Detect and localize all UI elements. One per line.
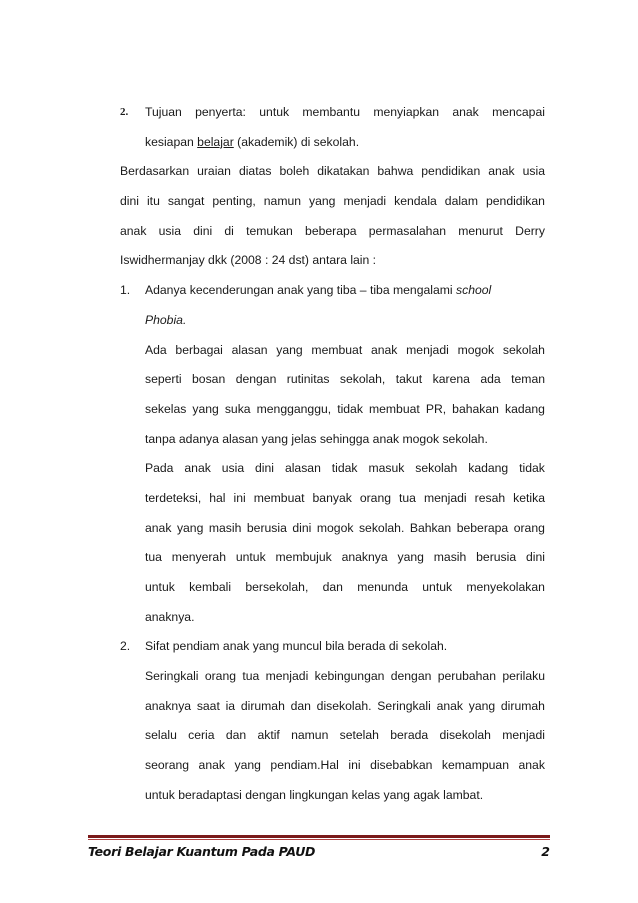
word: menyerah <box>171 550 226 565</box>
paragraph-line <box>120 668 545 698</box>
paragraph-line: tanpa adanya alasan yang jelas sehingga anak mogok sekolah. <box>145 431 488 446</box>
word: untuk <box>235 550 266 565</box>
word: dengan <box>390 669 432 684</box>
word: bahwa <box>377 164 414 179</box>
word: untuk <box>422 580 453 594</box>
word: resah <box>474 490 506 505</box>
text-line <box>145 371 545 387</box>
footer-divider <box>88 835 550 838</box>
word: alasan <box>284 461 321 476</box>
word: Bahkan <box>409 520 452 535</box>
word: itu <box>146 194 160 209</box>
word: tidak <box>337 401 363 416</box>
footer-title: Teori Belajar Kuantum Pada PAUD <box>88 844 316 859</box>
paragraph-line <box>120 163 545 193</box>
paragraph-line <box>120 757 545 787</box>
word: usia <box>221 461 245 476</box>
word: temukan <box>246 223 293 238</box>
word: disekolah. <box>316 698 372 713</box>
text-fragment: (akademik) di sekolah. <box>233 134 360 149</box>
word: menurut <box>458 223 503 238</box>
word: namun <box>263 194 302 209</box>
word: bosan <box>192 372 226 387</box>
paragraph-line <box>120 727 545 757</box>
word: usia <box>158 223 181 238</box>
list-item-school-phobia <box>120 282 545 312</box>
paragraph-line: Iswidhermanjay dkk (2008 : 24 dst) antara lain : <box>120 253 377 268</box>
word: anak <box>488 164 515 179</box>
word: untuk <box>259 105 290 119</box>
word: masuk <box>368 461 405 476</box>
word: tua <box>145 550 162 565</box>
word: disebabkan <box>370 758 433 773</box>
word: yang <box>309 194 336 209</box>
word: anak <box>452 105 479 119</box>
word: permasalahan <box>368 223 447 238</box>
list-number: 1. <box>120 283 131 298</box>
word: Seringkali <box>377 698 431 713</box>
text-line <box>145 342 545 358</box>
word: dini <box>255 461 275 476</box>
word: Seringkali <box>145 669 199 684</box>
paragraph-line <box>120 579 545 609</box>
word: dirumah <box>500 698 545 713</box>
word: hal <box>209 490 226 505</box>
word: anak <box>198 758 225 773</box>
word: kadang <box>468 461 509 476</box>
word: kemampuan <box>441 758 509 773</box>
word: menjadi <box>343 194 387 209</box>
word: seorang <box>145 758 190 773</box>
word: mogok <box>316 520 354 535</box>
word: sekolah <box>415 461 458 476</box>
word: pendiam.Hal <box>270 758 339 773</box>
word: membujuk <box>275 550 332 565</box>
list-title: Sifat pendiam anak yang muncul bila berada di sekolah. <box>145 639 448 654</box>
word: sangat <box>167 194 205 209</box>
word: masih <box>208 520 242 535</box>
word: beberapa <box>305 223 357 238</box>
word: mengganggu, <box>256 401 332 416</box>
word: dini <box>525 550 545 565</box>
word: disekolah <box>439 728 491 743</box>
word: penyerta: <box>195 105 246 119</box>
word: berbagai <box>175 342 223 357</box>
italic-term: school <box>456 283 492 298</box>
text-line <box>120 134 545 164</box>
italic-term: Phobia. <box>145 312 187 327</box>
word: sekolah. <box>358 520 405 535</box>
word: seperti <box>145 372 182 387</box>
word: terdeteksi, <box>145 490 202 505</box>
word: dini <box>193 223 213 238</box>
word: rutinitas <box>286 372 330 387</box>
word: tidak <box>519 461 545 476</box>
word: masih <box>433 550 467 565</box>
word: uraian <box>197 164 231 179</box>
word: saat <box>196 698 220 713</box>
word: anak <box>518 758 545 773</box>
paragraph-line: untuk beradaptasi dengan lingkungan kelas yang agak lambat. <box>145 787 484 802</box>
word: orang <box>513 520 545 535</box>
word: kebingungan <box>314 669 385 684</box>
paragraph-line <box>120 401 545 431</box>
word: menunda <box>357 580 409 594</box>
word: karena <box>432 372 470 387</box>
text-line <box>145 727 545 743</box>
word: kadang <box>504 401 545 416</box>
word: di <box>224 223 234 238</box>
paragraph-line: anaknya. <box>145 609 195 624</box>
paragraph-line <box>120 342 545 372</box>
word: berusia <box>246 520 287 535</box>
word: dirumah <box>240 698 285 713</box>
word: pendidikan <box>421 164 481 179</box>
word: dan <box>290 698 311 713</box>
word: membantu <box>302 105 360 119</box>
word: yang <box>176 520 204 535</box>
word: beberapa <box>456 520 509 535</box>
word: kendala <box>394 194 437 209</box>
word: setelah <box>339 728 379 743</box>
list-title: Adanya kecenderungan anak yang tiba – tiba mengalami <box>145 283 456 298</box>
word: penting, <box>212 194 256 209</box>
word: tua <box>399 490 416 505</box>
word: berada <box>390 728 429 743</box>
word: bahakan <box>452 401 499 416</box>
page-number: 2 <box>541 844 550 859</box>
paragraph-line <box>120 549 545 579</box>
word: sekolah <box>502 342 545 357</box>
text-fragment: kesiapan <box>145 134 198 149</box>
word: ini <box>233 490 246 505</box>
word: alasan <box>231 342 268 357</box>
word: tidak <box>331 461 358 476</box>
paragraph-line <box>120 223 545 253</box>
word: dan <box>322 580 343 594</box>
word: dengan <box>235 372 277 387</box>
word: banyak <box>312 490 352 505</box>
word: anak <box>145 520 172 535</box>
word: perubahan <box>437 669 496 684</box>
word: anak <box>120 223 147 238</box>
word: yang <box>276 342 303 357</box>
word: sekolah, <box>339 372 386 387</box>
word: teman <box>511 372 545 387</box>
word: dini <box>292 520 312 535</box>
word: usia <box>522 164 545 179</box>
word: berusia <box>476 550 517 565</box>
word: dini <box>120 194 139 209</box>
word: yang <box>397 550 424 565</box>
word: anaknya <box>341 550 388 565</box>
word: ceria <box>188 728 215 743</box>
word: untuk <box>145 580 175 594</box>
word: membuat <box>368 401 420 416</box>
list-item-tujuan <box>120 104 545 134</box>
word: membuat <box>311 342 363 357</box>
word: menjadi <box>406 342 449 357</box>
word: perilaku <box>502 669 545 684</box>
word: yang <box>468 698 496 713</box>
list-item-sifat-pendiam <box>120 638 545 668</box>
text-line <box>145 104 545 120</box>
paragraph-line <box>120 193 545 223</box>
text-line <box>145 549 545 565</box>
text-line <box>145 401 545 417</box>
word: Pada <box>145 461 174 476</box>
word: mencapai <box>492 105 545 119</box>
word: orang <box>359 490 391 505</box>
word: menyekolakan <box>466 580 545 594</box>
word: aktif <box>257 728 280 743</box>
paragraph-line <box>120 371 545 401</box>
word: takut <box>395 372 423 387</box>
word: selalu <box>145 728 177 743</box>
word: menjadi <box>423 490 467 505</box>
paragraph-line <box>120 698 545 728</box>
word: sekelas <box>145 401 187 416</box>
word: orang <box>204 669 237 684</box>
word: Ada <box>145 342 167 357</box>
word: ia <box>225 698 236 713</box>
paragraph-line <box>120 520 545 550</box>
list-number: 2. <box>120 106 129 118</box>
word: anak <box>184 461 211 476</box>
underlined-word: belajar <box>197 134 234 149</box>
word: dikatakan <box>317 164 370 179</box>
text-line <box>145 757 545 773</box>
text-line <box>145 579 545 595</box>
text-line <box>145 668 545 684</box>
word: anaknya <box>145 698 192 713</box>
text-line <box>145 698 545 714</box>
word: mogok <box>457 342 495 357</box>
text-line <box>145 520 545 536</box>
footer-divider-thin <box>88 839 550 840</box>
word: ketika <box>513 490 545 505</box>
word: menjadi <box>265 669 309 684</box>
text-line <box>145 460 545 476</box>
word: anak <box>370 342 398 357</box>
word: dan <box>225 728 247 743</box>
body-text <box>120 104 545 817</box>
word: yang <box>234 758 261 773</box>
word: boleh <box>279 164 310 179</box>
word: pendidikan <box>485 194 545 209</box>
word: ini <box>348 758 361 773</box>
word: Tujuan <box>145 105 182 119</box>
word: Berdasarkan <box>120 164 190 179</box>
word: suka <box>224 401 251 416</box>
word: PR, <box>425 401 447 416</box>
word: anak <box>436 698 463 713</box>
word: kembali <box>189 580 232 594</box>
word: yang <box>192 401 219 416</box>
word: membuat <box>253 490 305 505</box>
word: diatas <box>238 164 272 179</box>
word: Derry <box>515 223 545 238</box>
paragraph-line <box>120 460 545 490</box>
paragraph-line <box>120 490 545 520</box>
word: ada <box>480 372 501 387</box>
word: tua <box>242 669 260 684</box>
word: namun <box>291 728 329 743</box>
word: menyiapkan <box>373 105 440 119</box>
word: dalam <box>444 194 478 209</box>
text-line <box>145 490 545 506</box>
word: bersekolah, <box>245 580 309 594</box>
word: menjadi <box>502 728 545 743</box>
list-number: 2. <box>120 639 131 654</box>
